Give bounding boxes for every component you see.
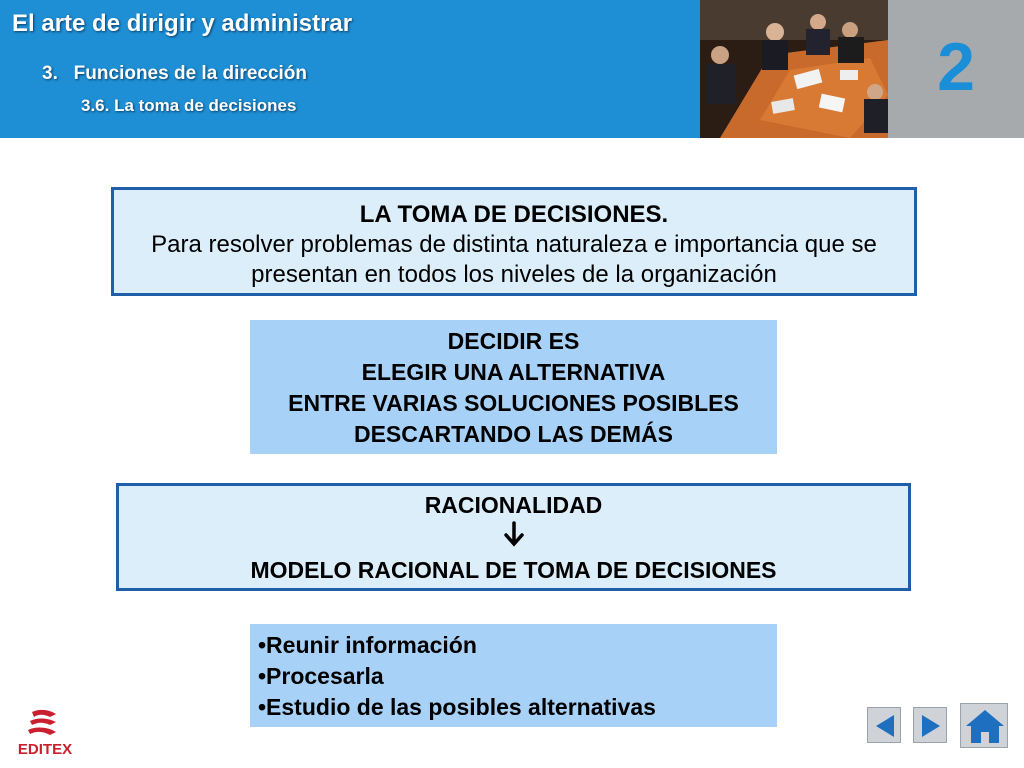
header-band [0, 0, 700, 138]
box3-line2: MODELO RACIONAL DE TOMA DE DECISIONES [250, 557, 777, 583]
subsection-title: 3.6. La toma de decisiones [81, 96, 297, 115]
list-item: •Estudio de las posibles alternativas [258, 694, 656, 720]
box2-line3: ENTRE VARIAS SOLUCIONES POSIBLES [288, 390, 739, 416]
down-arrow-icon [119, 521, 908, 555]
box2-line1: DECIDIR ES [447, 328, 580, 354]
list-item: •Procesarla [258, 663, 384, 689]
box1-line1: Para resolver problemas de distinta naturaleza e importancia que se [151, 231, 877, 258]
home-icon [961, 704, 1009, 749]
slide-header [0, 0, 1024, 138]
box1-line2: presentan en todos los niveles de la organización [251, 261, 777, 288]
arrow-right-icon [914, 708, 948, 744]
list-item: •Reunir información [258, 632, 477, 658]
box3-line1: RACIONALIDAD [424, 492, 603, 518]
arrow-left-icon [868, 708, 902, 744]
section-title: 3. Funciones de la dirección [42, 63, 308, 84]
editex-logo [10, 708, 80, 760]
home-button[interactable] [960, 703, 1008, 748]
chapter-number: 2 [937, 29, 975, 105]
previous-slide-button[interactable] [867, 707, 901, 743]
rationality-box [116, 483, 911, 591]
box2-line2: ELEGIR UNA ALTERNATIVA [361, 359, 666, 385]
chapter-number-panel [888, 0, 1024, 138]
meeting-photo [700, 0, 888, 138]
box1-title: LA TOMA DE DECISIONES. [359, 201, 669, 228]
page-title: El arte de dirigir y administrar [12, 10, 353, 37]
box2-line4: DESCARTANDO LAS DEMÁS [353, 421, 674, 447]
decision-making-box [111, 187, 917, 296]
logo-text: EDITEX [17, 741, 73, 758]
next-slide-button[interactable] [913, 707, 947, 743]
steps-list-box [250, 624, 777, 727]
decide-definition-box [250, 320, 777, 454]
